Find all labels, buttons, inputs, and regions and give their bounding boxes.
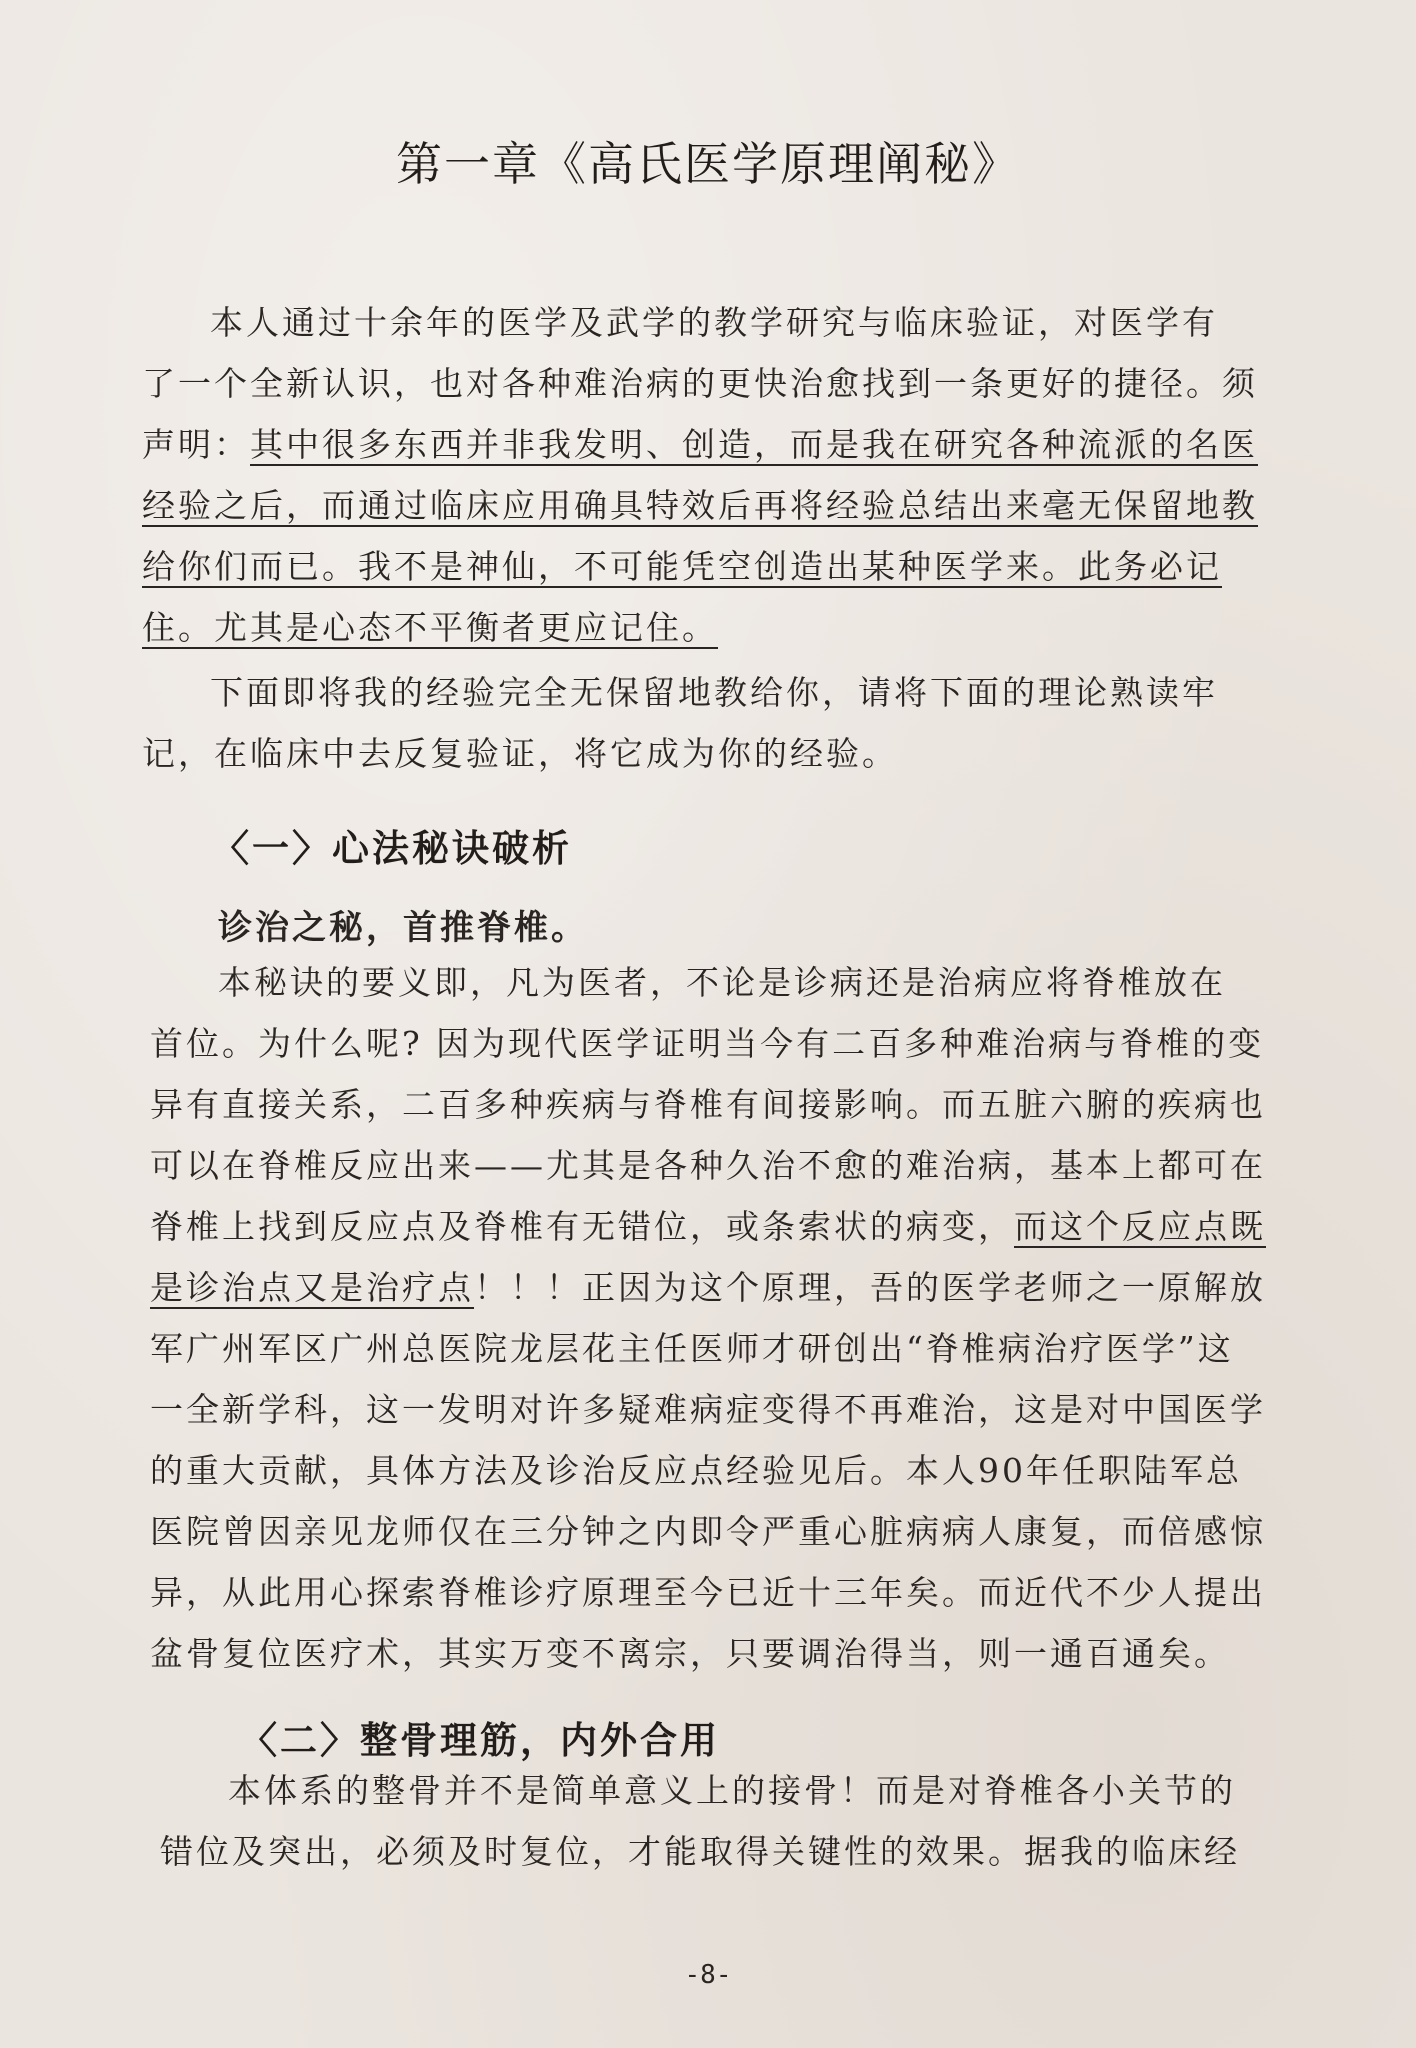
underlined-text: 是诊治点又是治疗点 — [150, 1268, 474, 1307]
underlined-text-line: 住。尤其是心态不平衡者更应记住。 — [142, 608, 718, 647]
text-line: 的重大贡献，具体方法及诊治反应点经验见后。本人90年任职陆军总 — [150, 1451, 1242, 1490]
section2-paragraph — [160, 1760, 1310, 1882]
text-line: 异，从此用心探索脊椎诊疗原理至今已近十三年矣。而近代不少人提出 — [150, 1573, 1266, 1612]
text-line — [150, 1196, 1300, 1257]
underlined-text: 其中很多东西并非我发明、创造，而是我在研究各种流派的名医 — [250, 425, 1258, 464]
text-segment: 声明： — [142, 425, 250, 464]
text-line: 错位及突出，必须及时复位，才能取得关键性的效果。据我的临床经 — [160, 1832, 1240, 1871]
text-line — [142, 414, 1292, 475]
section-heading-2: 〈二〉整骨理筋，内外合用 — [240, 1718, 720, 1762]
second-paragraph — [142, 662, 1292, 784]
intro-paragraph — [142, 292, 1292, 658]
page-number: -8- — [684, 1960, 732, 1990]
underlined-text-line: 给你们而已。我不是神仙，不可能凭空创造出某种医学来。此务必记 — [142, 547, 1222, 586]
text-line: 盆骨复位医疗术，其实万变不离宗，只要调治得当，则一通百通矣。 — [150, 1634, 1230, 1673]
text-line: 本人通过十余年的医学及武学的教学研究与临床验证，对医学有 — [210, 303, 1218, 342]
text-line: 本秘诀的要义即，凡为医者，不论是诊病还是治病应将脊椎放在 — [218, 963, 1226, 1002]
text-segment: ！！！正因为这个原理，吾的医学老师之一原解放 — [474, 1268, 1266, 1307]
underlined-text: 而这个反应点既 — [1014, 1207, 1266, 1246]
text-line: 记，在临床中去反复验证，将它成为你的经验。 — [142, 734, 898, 773]
text-line: 一全新学科，这一发明对许多疑难病症变得不再难治，这是对中国医学 — [150, 1390, 1266, 1429]
chapter-title: 第一章《高氏医学原理阐秘》 — [396, 137, 1020, 191]
text-line: 可以在脊椎反应出来——尤其是各种久治不愈的难治病，基本上都可在 — [150, 1146, 1266, 1185]
text-line — [150, 1257, 1300, 1318]
text-line: 本体系的整骨并不是简单意义上的接骨！而是对脊椎各小关节的 — [228, 1771, 1236, 1810]
text-line: 医院曾因亲见龙师仅在三分钟之内即令严重心脏病病人康复，而倍感惊 — [150, 1512, 1266, 1551]
text-line: 下面即将我的经验完全无保留地教给你，请将下面的理论熟读牢 — [210, 673, 1218, 712]
section-heading-1: 〈一〉心法秘诀破析 — [212, 826, 572, 870]
text-line: 异有直接关系，二百多种疾病与脊椎有间接影响。而五脏六腑的疾病也 — [150, 1085, 1266, 1124]
text-segment: 脊椎上找到反应点及脊椎有无错位，或条索状的病变， — [150, 1207, 1014, 1246]
text-line: 首位。为什么呢? 因为现代医学证明当今有二百多种难治病与脊椎的变 — [150, 1024, 1265, 1063]
section1-paragraph — [150, 952, 1300, 1684]
section-subheading: 诊治之秘，首推脊椎。 — [218, 908, 588, 948]
text-line: 军广州军区广州总医院龙层花主任医师才研创出“脊椎病治疗医学”这 — [150, 1329, 1234, 1368]
underlined-text-line: 经验之后，而通过临床应用确具特效后再将经验总结出来毫无保留地教 — [142, 486, 1258, 525]
text-line: 了一个全新认识，也对各种难治病的更快治愈找到一条更好的捷径。须 — [142, 364, 1258, 403]
